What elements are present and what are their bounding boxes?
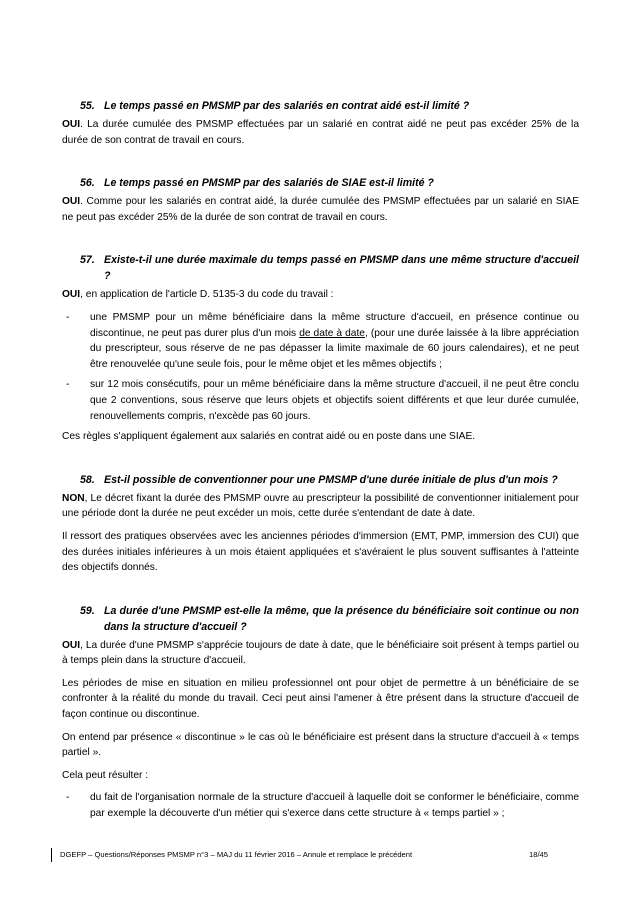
list-item-text: du fait de l'organisation normale de la structure d'accueil à laquelle doit se conformer le bénéficiaire, comme par exemple la découverte d'un métier qui s'exerce dans cette structure à « temps partiel » ; [90, 792, 579, 820]
question-heading [62, 472, 579, 488]
question-number: 59. [80, 604, 95, 617]
body-paragraph: On entend par présence « discontinue » le cas où le bénéficiaire est présent dans la structure d'accueil à « temps partiel ». [62, 731, 579, 759]
question-number: 55. [80, 100, 95, 112]
answer-keyword: OUI [62, 289, 81, 301]
answer-keyword: OUI [62, 639, 81, 651]
answer-text: , La durée d'une PMSMP s'apprécie toujours de date à date, que le bénéficiaire soit présent à temps partiel ou à temps plein dans la structure d'accueil. [62, 639, 579, 667]
question-number: 56. [80, 177, 95, 190]
footer-text: DGEFP – Questions/Réponses PMSMP n°3 – MAJ du 11 février 2016 – Annule et remplace le précédent [60, 850, 413, 859]
question-number: 58. [80, 473, 95, 486]
answer-text: . Comme pour les salariés en contrat aidé, la durée cumulée des PMSMP effectuées par un salarié en SIAE ne peut pas excéder 25% de la durée de son contrat de travail en cours. [62, 196, 579, 223]
list-item [62, 377, 579, 424]
list-dash: - [66, 311, 70, 323]
list-item [62, 790, 579, 821]
answer-paragraph [62, 491, 579, 522]
answer-paragraph [62, 194, 579, 225]
list-item [62, 310, 579, 372]
document-body [62, 98, 579, 827]
page-footer [51, 848, 580, 862]
closing-paragraph: Ces règles s'appliquent également aux salariés en contrat aidé ou en poste dans une SIAE. [62, 431, 476, 443]
page-number: 18/45 [529, 850, 549, 859]
answer-keyword: OUI [62, 196, 81, 208]
question-title: Le temps passé en PMSMP par des salariés de SIAE est-il limité ? [104, 177, 434, 190]
list-item-text: une PMSMP pour un même bénéficiaire dans la même structure d'accueil, en présence continue ou discontinue, ne peut pas durer plus d'un mois [90, 311, 579, 339]
answer-text: , en application de l'article D. 5135-3 du code du travail : [80, 289, 334, 301]
answer-keyword: NON [62, 492, 85, 504]
question-heading [62, 252, 579, 284]
list-item-text-cont: , (pour une durée laissée à la libre appréciation du prescripteur, sous réserve de ne pas dépasser la limite maximale de 60 jours calendaires), et ne peut être renouvelée qu'une seule fois, pour le même objet et les mêmes objectifs ; [90, 327, 579, 370]
question-title: La durée d'une PMSMP est-elle la même, que la présence du bénéficiaire soit continue ou non dans la structure d'accueil ? [104, 604, 579, 633]
answer-keyword: OUI [62, 119, 81, 130]
body-paragraph: Les périodes de mise en situation en milieu professionnel ont pour objet de permettre à un bénéficiaire de se confronter à la réalité du monde du travail. Ceci peut ainsi l'amener à être présent dans la structure d'accueil de façon continue ou discontinue. [62, 677, 579, 721]
question-title: Est-il possible de conventionner pour une PMSMP d'une durée initiale de plus d'un mois ? [104, 473, 558, 486]
question-number: 57. [80, 254, 95, 267]
answer-text: , Le décret fixant la durée des PMSMP ouvre au prescripteur la possibilité de conventionner initialement pour une période dont la durée ne peut excéder un mois, cette durée s'entendant de date à date. [62, 492, 579, 520]
question-title: Existe-t-il une durée maximale du temps passé en PMSMP dans une même structure d'accueil ? [104, 254, 579, 283]
question-heading [62, 603, 579, 635]
answer-paragraph [62, 117, 579, 148]
answer-text: . La durée cumulée des PMSMP effectuées par un salarié en contrat aidé ne peut pas excéder 25% de la durée de son contrat de travail en cours. [62, 119, 579, 146]
body-paragraph: Cela peut résulter : [62, 769, 149, 781]
underlined-text: de date à date [299, 327, 365, 339]
list-dash: - [66, 379, 70, 391]
answer-paragraph [62, 638, 579, 669]
list-item-text: sur 12 mois consécutifs, pour un même bénéficiaire dans la même structure d'accueil, il ne peut être conclu que 2 conventions, sous réserve que leurs objets et objectifs soient différents et que leur durée cumulée, renouvellements compris, n'excède pas 60 jours. [90, 379, 579, 422]
answer-paragraph [62, 287, 579, 303]
question-title: Le temps passé en PMSMP par des salariés en contrat aidé est-il limité ? [104, 100, 470, 112]
question-heading [62, 175, 579, 191]
list-dash: - [66, 792, 70, 804]
body-paragraph: Il ressort des pratiques observées avec les anciennes périodes d'immersion (EMT, PMP, immersion des CUI) que des durées initiales inférieures à un mois étaient appliquées et s'avéraient le plus souvent suffisantes à l'atteinte des objectifs donnés. [62, 530, 579, 574]
question-heading [62, 98, 579, 114]
